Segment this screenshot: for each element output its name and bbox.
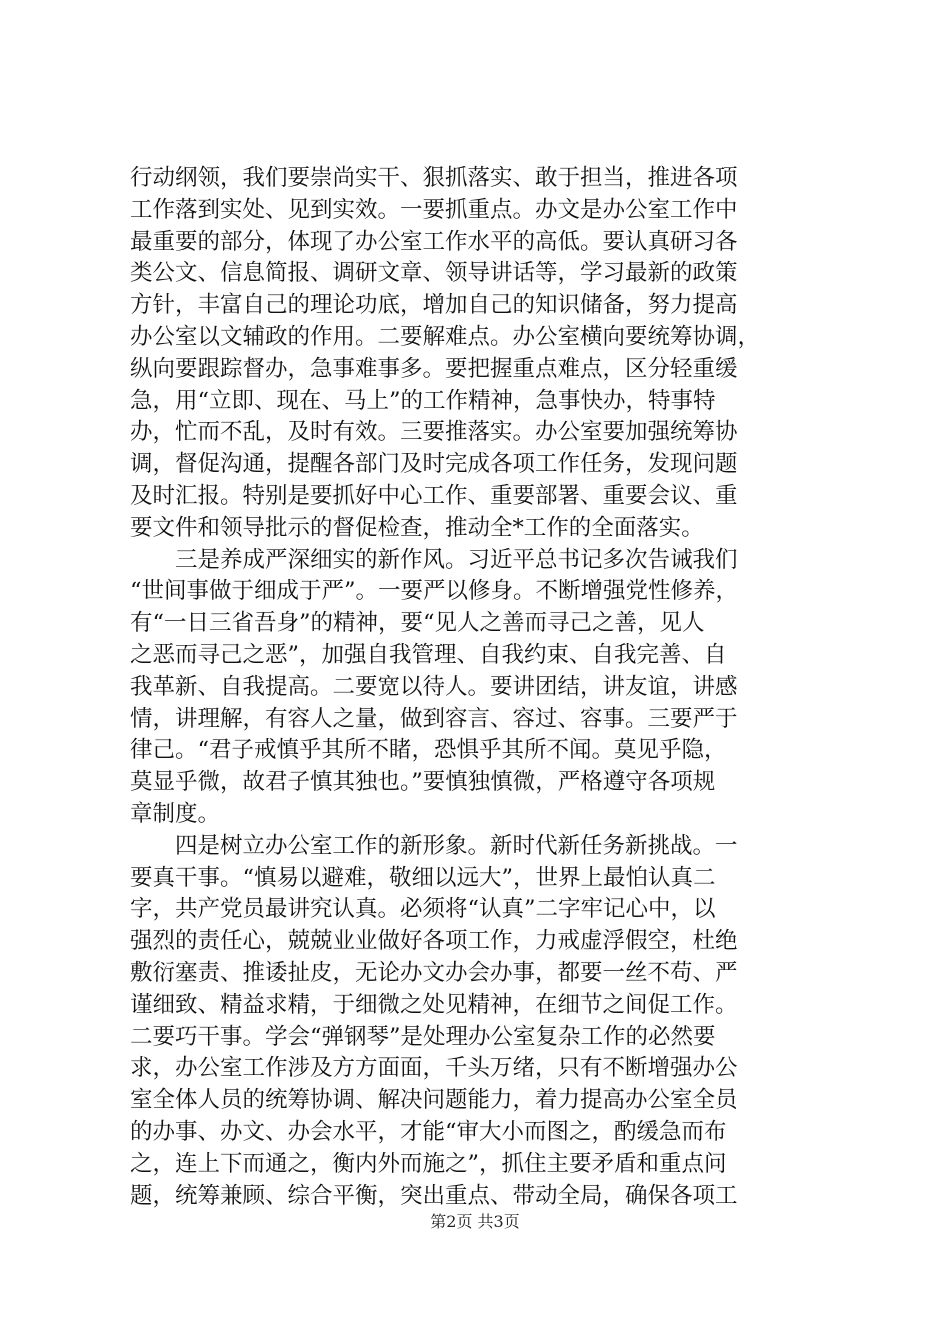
text-line: 及时汇报。特别是要抓好中心工作、重要部署、重要会议、重 xyxy=(130,482,738,509)
text-line: 强烈的责任心，兢兢业业做好各项工作，力戒虚浮假空，杜绝 xyxy=(130,928,738,955)
text-line: 最重要的部分，体现了办公室工作水平的高低。要认真研习各 xyxy=(130,228,738,255)
text-line: 方针，丰富自己的理论功底，增加自己的知识储备，努力提高 xyxy=(130,292,738,319)
text-line: 莫显乎微，故君子慎其独也。”要慎独慎微，严格遵守各项规 xyxy=(130,769,716,796)
text-line: 急，用“立即、现在、马上”的工作精神，急事快办，特事特 xyxy=(130,387,716,414)
text-line: 行动纲领，我们要崇尚实干、狠抓落实、敢于担当，推进各项 xyxy=(130,165,738,191)
text-line: 谨细致、精益求精，于细微之处见精神，在细节之间促工作。 xyxy=(130,991,738,1018)
text-line: 办公室以文辅政的作用。二要解难点。办公室横向要统筹协调， xyxy=(130,323,761,350)
page-footer: 第2页 共3页 xyxy=(430,1212,520,1231)
text-line: 类公文、信息简报、调研文章、领导讲话等，学习最新的政策 xyxy=(130,260,738,287)
text-line: “世间事做于细成于严”。一要严以修身。不断增强党性修养， xyxy=(130,578,739,605)
text-line: 四是树立办公室工作的新形象。新时代新任务新挑战。一 xyxy=(130,832,738,859)
text-line: 律己。“君子戒慎乎其所不睹，恐惧乎其所不闻。莫见乎隐， xyxy=(130,737,727,764)
text-line: 求，办公室工作涉及方方面面，千头万绪，只有不断增强办公 xyxy=(130,1055,738,1082)
text-line: 题，统筹兼顾、综合平衡，突出重点、带动全局，确保各项工 xyxy=(130,1182,738,1209)
text-line: 调，督促沟通，提醒各部门及时完成各项工作任务，发现问题 xyxy=(130,451,738,478)
text-line: 有“一日三省吾身”的精神，要“见人之善而寻己之善，见人 xyxy=(130,610,705,637)
text-line: 我革新、自我提高。二要宽以待人。要讲团结，讲友谊，讲感 xyxy=(130,673,738,700)
text-line: 二要巧干事。学会“弹钢琴”是处理办公室复杂工作的必然要 xyxy=(130,1023,716,1050)
text-line: 要文件和领导批示的督促检查，推动全*工作的全面落实。 xyxy=(130,514,704,541)
text-line: 敷衍塞责、推诿扯皮，无论办文办会办事，都要一丝不苟、严 xyxy=(130,959,738,986)
text-line: 之恶而寻己之恶”，加强自我管理、自我约束、自我完善、自 xyxy=(130,641,727,668)
text-line: 纵向要跟踪督办，急事难事多。要把握重点难点，区分轻重缓 xyxy=(130,355,738,382)
text-line: 工作落到实处、见到实效。一要抓重点。办文是办公室工作中 xyxy=(130,196,738,223)
text-line: 的办事、办文、办会水平，才能“审大小而图之，酌缓急而布 xyxy=(130,1118,727,1145)
text-line: 室全体人员的统筹协调、解决问题能力，着力提高办公室全员 xyxy=(130,1087,738,1114)
text-line: 办，忙而不乱，及时有效。三要推落实。办公室要加强统筹协 xyxy=(130,419,738,446)
body-text xyxy=(130,163,830,1212)
text-line: 之，连上下而通之，衡内外而施之”，抓住主要矛盾和重点问 xyxy=(130,1150,727,1177)
text-line: 字，共产党员最讲究认真。必须将“认真”二字牢记心中，以 xyxy=(130,896,716,923)
text-line: 章制度。 xyxy=(130,800,221,827)
text-line: 三是养成严深细实的新作风。习近平总书记多次告诫我们 xyxy=(130,546,738,573)
text-line: 要真干事。“慎易以避难，敬细以远大”，世界上最怕认真二 xyxy=(130,864,716,891)
text-line: 情，讲理解，有容人之量，做到容言、容过、容事。三要严于 xyxy=(130,705,738,732)
